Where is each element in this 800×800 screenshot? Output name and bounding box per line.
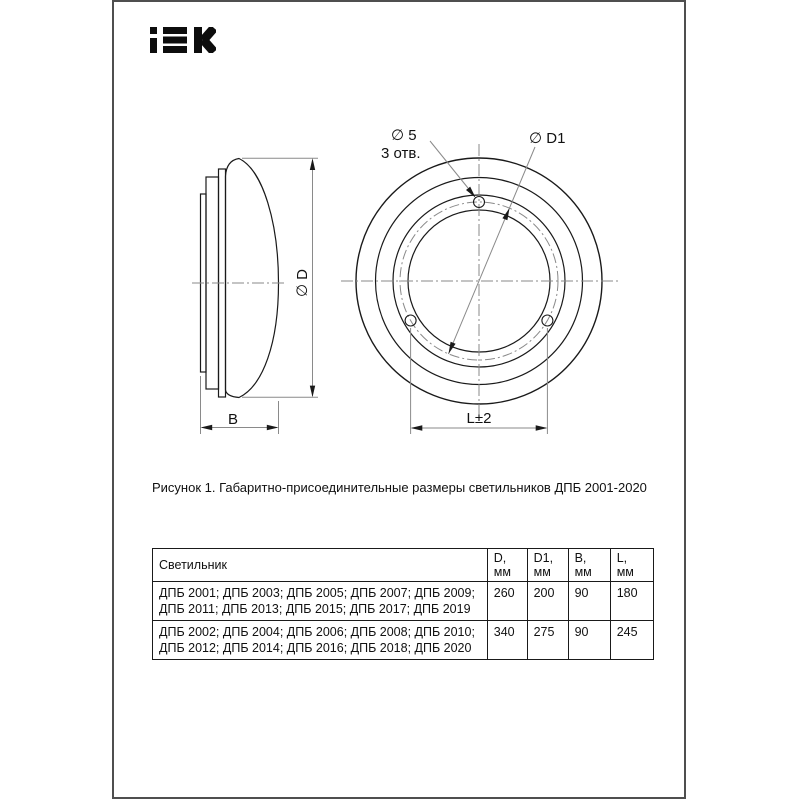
arrow-b-left — [201, 425, 213, 430]
header-d1-mm: D1, мм — [527, 549, 568, 582]
arrow-b-right — [267, 425, 279, 430]
figure-caption: Рисунок 1. Габаритно-присоединительные размеры светильников ДПБ 2001-2020 — [152, 480, 647, 495]
label-hole-diameter: ∅ 5 — [391, 127, 417, 144]
arrow-l-left — [411, 425, 423, 430]
table-row — [153, 582, 654, 621]
arrow-d-top — [310, 158, 315, 170]
cell-models: ДПБ 2001; ДПБ 2003; ДПБ 2005; ДПБ 2007; ДПБ 2009; ДПБ 2011; ДПБ 2013; ДПБ 2015; ДПБ 2017; ДПБ 2019 — [153, 582, 488, 621]
cell-d1: 200 — [527, 582, 568, 621]
header-d-mm: D, мм — [487, 549, 527, 582]
cell-d: 340 — [487, 621, 527, 660]
cell-models: ДПБ 2002; ДПБ 2004; ДПБ 2006; ДПБ 2008; ДПБ 2010; ДПБ 2012; ДПБ 2014; ДПБ 2016; ДПБ 2018; ДПБ 2020 — [153, 621, 488, 660]
header-luminaire: Светильник — [153, 549, 488, 582]
cell-d: 260 — [487, 582, 527, 621]
cell-b: 90 — [568, 582, 610, 621]
arrow-l-right — [536, 425, 548, 430]
cell-b: 90 — [568, 621, 610, 660]
header-b-mm: B, мм — [568, 549, 610, 582]
header-l-mm: L, мм — [610, 549, 653, 582]
side-view — [201, 159, 279, 398]
label-diameter-d: ∅ D — [294, 268, 311, 298]
label-hole-count: 3 отв. — [381, 145, 421, 162]
cell-l: 180 — [610, 582, 653, 621]
cell-l: 245 — [610, 621, 653, 660]
arrow-d-bottom — [310, 386, 315, 398]
cell-d1: 275 — [527, 621, 568, 660]
diffuser-dome — [226, 159, 279, 398]
table-header-row — [153, 549, 654, 582]
label-diameter-d1: ∅ D1 — [529, 130, 566, 147]
dimensions-table — [152, 548, 654, 660]
table-row — [153, 621, 654, 660]
label-b: B — [227, 411, 239, 428]
label-l: L±2 — [466, 410, 492, 427]
hole-leader-line — [430, 141, 468, 188]
